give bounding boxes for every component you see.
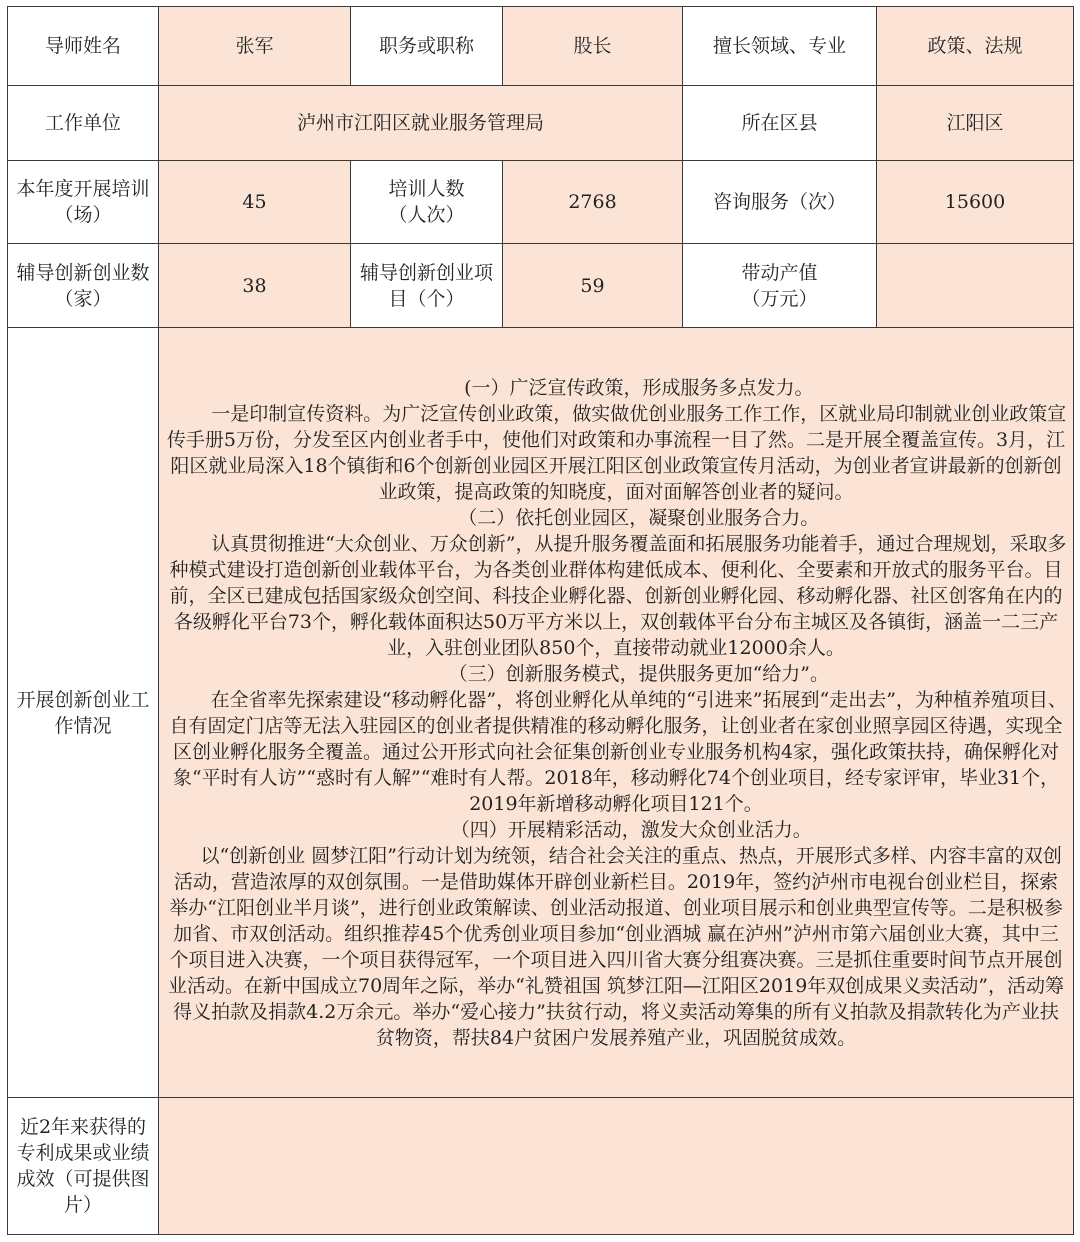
projects-value: 59 [503, 244, 683, 328]
patent-label: 近2年来获得的专利成果或业绩成效（可提供图片） [8, 1098, 159, 1235]
guide-label: 辅导创新创业数（家） [8, 244, 159, 328]
district-value: 江阳区 [877, 86, 1074, 161]
work-heading-3: （三）创新服务模式，提供服务更加“给力”。 [448, 662, 830, 685]
output-value [877, 244, 1074, 328]
table-row [8, 1098, 1074, 1235]
trainees-label: 培训人数（人次） [351, 161, 503, 244]
field-value: 政策、法规 [877, 7, 1074, 86]
mentor-name-label: 导师姓名 [8, 7, 159, 86]
work-heading-2: （二）依托创业园区，凝聚创业服务合力。 [458, 506, 820, 529]
field-label: 擅长领域、专业 [683, 7, 877, 86]
unit-value: 泸州市江阳区就业服务管理局 [159, 86, 683, 161]
table-row [8, 86, 1074, 161]
work-paragraph-4: 以“创新创业 圆梦江阳”行动计划为统领，结合社会关注的重点、热点，开展形式多样、内容丰富的双创活动，营造浓厚的双创氛围。一是借助媒体开辟创业新栏目。2019年，签约泸州市电视台创业栏目，探索举办“江阳创业半月谈”，进行创业政策解读、创业活动报道、创业项目展示和创业典型宣传等。二是积极参加省、市双创活动。组织推荐45个优秀创业项目参加“创业酒城 赢在泸州”泸州市第六届创业大赛，其中三个项目进入决赛，一个项目获得冠军，一个项目进入四川省大赛分组赛决赛。三是抓住重要时间节点开展创业活动。在新中国成立70周年之际，举办“礼赞祖国 筑梦江阳—江阳区2019年双创成果义卖活动”，活动筹得义拍款及捐款4.2万余元。举办“爱心接力”扶贫行动，将义卖活动筹集的所有义拍款及捐款转化为产业扶贫物资，帮扶84户贫困户发展养殖产业，巩固脱贫成效。 [168, 844, 1064, 1049]
work-heading-1: (一）广泛宣传政策，形成服务多点发力。 [464, 376, 814, 399]
table-row [8, 161, 1074, 244]
patent-value [159, 1098, 1074, 1235]
title-label: 职务或职称 [351, 7, 503, 86]
work-content [159, 328, 1074, 1098]
table-row [8, 328, 1074, 1098]
title-value: 股长 [503, 7, 683, 86]
work-paragraph-1: 一是印制宣传资料。为广泛宣传创业政策，做实做优创业服务工作工作，区就业局印制就业创业政策宣传手册5万份，分发至区内创业者手中，使他们对政策和办事流程一目了然。二是开展全覆盖宣传。3月，江阳区就业局深入18个镇街和6个创新创业园区开展江阳区创业政策宣传月活动，为创业者宣讲最新的创新创业政策，提高政策的知晓度，面对面解答创业者的疑问。 [166, 402, 1067, 503]
table-row [8, 244, 1074, 328]
consult-value: 15600 [877, 161, 1074, 244]
table-row [8, 7, 1074, 86]
consult-label: 咨询服务（次） [683, 161, 877, 244]
guide-value: 38 [159, 244, 351, 328]
output-label: 带动产值（万元） [683, 244, 877, 328]
unit-label: 工作单位 [8, 86, 159, 161]
work-heading-4: （四）开展精彩活动，激发大众创业活力。 [450, 818, 812, 841]
mentor-info-table [7, 6, 1074, 1235]
projects-label: 辅导创新创业项目（个） [351, 244, 503, 328]
trainees-value: 2768 [503, 161, 683, 244]
training-label: 本年度开展培训（场） [8, 161, 159, 244]
district-label: 所在区县 [683, 86, 877, 161]
work-paragraph-2: 认真贯彻推进“大众创业、万众创新”，从提升服务覆盖面和拓展服务功能着手，通过合理规划，采取多种模式建设打造创新创业载体平台，为各类创业群体构建低成本、便利化、全要素和开放式的服务平台。目前，全区已建成包括国家级众创空间、科技企业孵化器、创新创业孵化园、移动孵化器、社区创客角在内的各级孵化平台73个，孵化载体面积达50万平方米以上，双创载体平台分布主城区及各镇街，涵盖一二三产业，入驻创业团队850个，直接带动就业12000余人。 [169, 532, 1067, 659]
training-value: 45 [159, 161, 351, 244]
work-paragraph-3: 在全省率先探索建设“移动孵化器”，将创业孵化从单纯的“引进来”拓展到“走出去”，为种植养殖项目、自有固定门店等无法入驻园区的创业者提供精准的移动孵化服务，让创业者在家创业照享园区待遇，实现全区创业孵化服务全覆盖。通过公开形式向社会征集创新创业专业服务机构4家，强化政策扶持，确保孵化对象“平时有人访”“惑时有人解”“难时有人帮。2018年，移动孵化74个创业项目，经专家评审，毕业31个，2019年新增移动孵化项目121个。 [169, 688, 1067, 815]
mentor-name-value: 张军 [159, 7, 351, 86]
work-label: 开展创新创业工作情况 [8, 328, 159, 1098]
